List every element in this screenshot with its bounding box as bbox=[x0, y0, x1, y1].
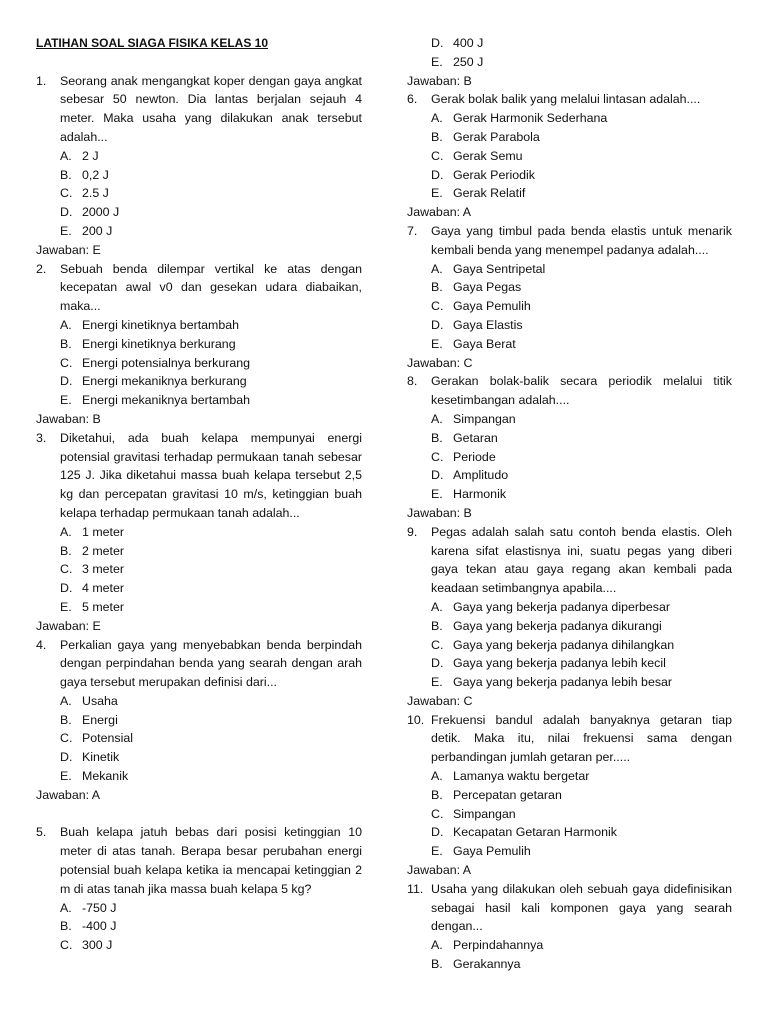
answer-option bbox=[407, 335, 732, 354]
answer-option bbox=[36, 354, 362, 373]
question-number: 5. bbox=[36, 825, 47, 840]
answer-option bbox=[407, 147, 732, 166]
option-text: Energi mekaniknya bertambah bbox=[82, 393, 251, 408]
option-letter: E. bbox=[60, 769, 72, 784]
option-text: 2000 J bbox=[82, 205, 120, 220]
option-letter: A. bbox=[431, 769, 443, 784]
answer-option bbox=[407, 786, 732, 805]
answer-option bbox=[36, 184, 362, 203]
option-letter: E. bbox=[431, 186, 443, 201]
option-letter: A. bbox=[60, 900, 72, 915]
question-10 bbox=[407, 711, 732, 767]
answer-option bbox=[36, 222, 362, 241]
question-text: Gaya yang timbul pada benda elastis untuk menarik kembali benda yang menempel padanya adalah.... bbox=[431, 223, 732, 257]
option-letter: E. bbox=[431, 54, 443, 69]
answer-option bbox=[407, 636, 732, 655]
option-text: Simpangan bbox=[453, 806, 516, 821]
option-letter: B. bbox=[60, 543, 72, 558]
answer-option bbox=[36, 560, 362, 579]
answer-option bbox=[407, 466, 732, 485]
option-text: 2 J bbox=[82, 148, 99, 163]
question-text: Frekuensi bandul adalah banyaknya getaran tiap detik. Maka itu, nilai frekuensi sama dengan perbandingan jumlah getaran per..... bbox=[431, 712, 732, 765]
question-number: 3. bbox=[36, 430, 47, 445]
option-letter: E. bbox=[60, 223, 72, 238]
option-letter: E. bbox=[431, 487, 443, 502]
page-title: LATIHAN SOAL SIAGA FISIKA KELAS 10 bbox=[36, 36, 269, 50]
option-letter: D. bbox=[60, 581, 73, 596]
option-text: Mekanik bbox=[82, 769, 129, 784]
option-text: Gerak Harmonik Sederhana bbox=[453, 111, 608, 126]
question-text: Diketahui, ada buah kelapa mempunyai energi potensial gravitasi terhadap permukaan tanah sebesar 125 J. Jika diketahui massa buah kelapa tersebut 2,5 kg dan percepatan gravitasi 10 m/s, ketinggian buah kelapa terhadap permukaan tanah adalah... bbox=[60, 430, 362, 520]
spacer bbox=[36, 805, 362, 824]
option-text: 2.5 J bbox=[82, 186, 109, 201]
option-text: Periode bbox=[453, 449, 496, 464]
option-text: Gerak Relatif bbox=[453, 186, 526, 201]
answer-option bbox=[407, 767, 732, 786]
question-number: 10. bbox=[407, 712, 425, 727]
option-text: 0,2 J bbox=[82, 167, 109, 182]
left-column bbox=[36, 34, 362, 955]
option-letter: C. bbox=[60, 562, 73, 577]
answer-option bbox=[407, 34, 732, 53]
answer-key: Jawaban: B bbox=[36, 411, 101, 426]
answer-option bbox=[36, 598, 362, 617]
question-number: 9. bbox=[407, 524, 418, 539]
option-text: Energi bbox=[82, 712, 118, 727]
question-number: 4. bbox=[36, 637, 47, 652]
answer-option bbox=[36, 316, 362, 335]
answer-key: Jawaban: B bbox=[407, 505, 472, 520]
answer-option bbox=[407, 617, 732, 636]
answer-option bbox=[36, 711, 362, 730]
option-letter: D. bbox=[431, 36, 444, 50]
option-text: Energi potensialnya berkurang bbox=[82, 355, 251, 370]
question-text: Perkalian gaya yang menyebabkan benda berpindah dengan perpindahan benda yang searah dengan arah gaya tersebut merupakan definisi dari... bbox=[60, 637, 362, 690]
option-letter: B. bbox=[431, 430, 443, 445]
answer-option bbox=[407, 184, 732, 203]
option-letter: A. bbox=[431, 111, 443, 126]
option-text: Kecapatan Getaran Harmonik bbox=[453, 825, 617, 840]
option-letter: D. bbox=[431, 317, 444, 332]
option-text: Perpindahannya bbox=[453, 938, 544, 953]
option-letter: D. bbox=[431, 656, 444, 671]
option-text: Potensial bbox=[82, 731, 133, 746]
option-text: Gaya Elastis bbox=[453, 317, 523, 332]
answer-option bbox=[36, 523, 362, 542]
answer-option bbox=[407, 485, 732, 504]
option-text: Energi kinetiknya berkurang bbox=[82, 336, 236, 351]
answer-option bbox=[36, 692, 362, 711]
option-text: Gerakannya bbox=[453, 957, 521, 972]
answer-option bbox=[407, 598, 732, 617]
option-text: Getaran bbox=[453, 430, 498, 445]
option-letter: A. bbox=[60, 148, 72, 163]
answer-option bbox=[36, 166, 362, 185]
answer-key: Jawaban: C bbox=[407, 693, 473, 708]
right-column bbox=[407, 34, 732, 974]
option-letter: D. bbox=[60, 750, 73, 765]
option-letter: B. bbox=[60, 336, 72, 351]
answer-option bbox=[407, 429, 732, 448]
option-letter: C. bbox=[60, 186, 73, 201]
option-text: Gaya yang bekerja padanya dikurangi bbox=[453, 618, 662, 633]
answer-option bbox=[407, 128, 732, 147]
answer-option bbox=[36, 372, 362, 391]
option-letter: B. bbox=[431, 280, 443, 295]
option-letter: E. bbox=[431, 675, 443, 690]
option-letter: B. bbox=[60, 919, 72, 934]
question-11 bbox=[407, 880, 732, 936]
option-text: Gerak Periodik bbox=[453, 167, 535, 182]
answer-option bbox=[36, 899, 362, 918]
option-letter: A. bbox=[60, 524, 72, 539]
option-text: 2 meter bbox=[82, 543, 125, 558]
option-text: Gaya Pemulih bbox=[453, 844, 531, 859]
answer-key: Jawaban: B bbox=[407, 73, 472, 88]
option-letter: A. bbox=[60, 317, 72, 332]
question-text: Usaha yang dilakukan oleh sebuah gaya didefinisikan sebagai hasil kali komponen gaya yang searah dengan... bbox=[431, 881, 732, 934]
answer-key: Jawaban: C bbox=[407, 355, 473, 370]
answer-option bbox=[407, 955, 732, 974]
question-2 bbox=[36, 260, 362, 316]
answer-option bbox=[36, 936, 362, 955]
option-text: Percepatan getaran bbox=[453, 787, 562, 802]
option-letter: C. bbox=[431, 806, 444, 821]
question-number: 2. bbox=[36, 261, 47, 276]
option-letter: C. bbox=[431, 299, 444, 314]
question-8 bbox=[407, 372, 732, 410]
option-text: Gaya yang bekerja padanya diperbesar bbox=[453, 599, 670, 614]
question-5 bbox=[36, 823, 362, 898]
question-text: Buah kelapa jatuh bebas dari posisi ketinggian 10 meter di atas tanah. Berapa besar perubahan energi potensial buah kelapa ketika ia mencapai ketinggian 2 m di atas tanah jika massa buah kelapa 5 kg? bbox=[60, 825, 362, 896]
option-letter: E. bbox=[60, 599, 72, 614]
option-letter: D. bbox=[431, 167, 444, 182]
answer-option bbox=[407, 936, 732, 955]
option-letter: C. bbox=[60, 731, 73, 746]
answer-option bbox=[407, 53, 732, 72]
answer-option bbox=[407, 109, 732, 128]
option-text: Gaya yang bekerja padanya lebih kecil bbox=[453, 656, 666, 671]
answer-option bbox=[36, 335, 362, 354]
answer-option bbox=[407, 278, 732, 297]
question-1 bbox=[36, 72, 362, 147]
option-text: Usaha bbox=[82, 693, 118, 708]
option-letter: E. bbox=[431, 844, 443, 859]
question-7 bbox=[407, 222, 732, 260]
question-text: Pegas adalah salah satu contoh benda elastis. Oleh karena sifat elastisnya ini, suatu pegas yang diberi gaya tekan atau gaya regang akan kembali pada keadaan setimbangnya apabila.... bbox=[431, 524, 732, 596]
option-text: Lamanya waktu bergetar bbox=[453, 769, 590, 784]
question-3 bbox=[36, 429, 362, 523]
option-text: Simpangan bbox=[453, 411, 516, 426]
option-letter: C. bbox=[431, 449, 444, 464]
answer-option bbox=[36, 579, 362, 598]
answer-option bbox=[36, 147, 362, 166]
option-letter: A. bbox=[431, 411, 443, 426]
question-number: 1. bbox=[36, 73, 47, 88]
option-letter: D. bbox=[431, 825, 444, 840]
answer-option bbox=[36, 391, 362, 410]
answer-option bbox=[407, 842, 732, 861]
option-text: Gerak Semu bbox=[453, 148, 523, 163]
answer-option bbox=[36, 729, 362, 748]
option-letter: D. bbox=[60, 205, 73, 220]
option-text: Gaya yang bekerja padanya lebih besar bbox=[453, 675, 673, 690]
option-text: 300 J bbox=[82, 938, 113, 953]
option-letter: C. bbox=[431, 148, 444, 163]
option-letter: A. bbox=[60, 693, 72, 708]
option-text: Amplitudo bbox=[453, 468, 509, 483]
answer-option bbox=[36, 767, 362, 786]
answer-option bbox=[407, 297, 732, 316]
question-number: 8. bbox=[407, 374, 418, 389]
option-letter: B. bbox=[431, 787, 443, 802]
answer-option bbox=[407, 805, 732, 824]
option-text: Gaya Berat bbox=[453, 336, 516, 351]
option-text: Gaya Pegas bbox=[453, 280, 522, 295]
answer-option bbox=[407, 673, 732, 692]
option-text: Energi kinetiknya bertambah bbox=[82, 317, 240, 332]
option-text: Gaya yang bekerja padanya dihilangkan bbox=[453, 637, 675, 652]
option-text: 4 meter bbox=[82, 581, 125, 596]
option-text: -750 J bbox=[82, 900, 117, 915]
answer-option bbox=[407, 316, 732, 335]
answer-key: Jawaban: E bbox=[36, 242, 101, 257]
question-text: Gerakan bolak-balik secara periodik melalui titik kesetimbangan adalah.... bbox=[431, 374, 732, 408]
option-letter: D. bbox=[60, 374, 73, 389]
option-text: 400 J bbox=[453, 36, 484, 50]
option-letter: B. bbox=[431, 957, 443, 972]
option-text: 200 J bbox=[82, 223, 113, 238]
question-number: 6. bbox=[407, 92, 418, 107]
option-letter: B. bbox=[431, 129, 443, 144]
answer-key: Jawaban: A bbox=[407, 205, 472, 220]
option-letter: A. bbox=[431, 599, 443, 614]
option-text: 5 meter bbox=[82, 599, 125, 614]
option-text: -400 J bbox=[82, 919, 117, 934]
question-text: Gerak bolak balik yang melalui lintasan adalah.... bbox=[431, 92, 701, 107]
answer-option bbox=[36, 542, 362, 561]
option-text: Gaya Pemulih bbox=[453, 299, 531, 314]
answer-option bbox=[36, 917, 362, 936]
question-number: 7. bbox=[407, 223, 418, 238]
answer-option bbox=[407, 448, 732, 467]
option-text: Gerak Parabola bbox=[453, 129, 540, 144]
question-number: 11. bbox=[407, 881, 424, 896]
option-letter: C. bbox=[60, 355, 73, 370]
option-letter: B. bbox=[60, 712, 72, 727]
question-4 bbox=[36, 636, 362, 692]
option-letter: A. bbox=[431, 938, 443, 953]
option-text: 250 J bbox=[453, 54, 484, 69]
option-text: Energi mekaniknya berkurang bbox=[82, 374, 247, 389]
option-letter: B. bbox=[60, 167, 72, 182]
answer-option bbox=[407, 166, 732, 185]
answer-option bbox=[36, 748, 362, 767]
question-text: Sebuah benda dilempar vertikal ke atas dengan kecepatan awal v0 dan gesekan udara diabaikan, maka... bbox=[60, 261, 362, 314]
option-letter: A. bbox=[431, 261, 443, 276]
option-text: Kinetik bbox=[82, 750, 120, 765]
question-9 bbox=[407, 523, 732, 598]
option-letter: C. bbox=[60, 938, 73, 953]
answer-option bbox=[407, 654, 732, 673]
option-letter: E. bbox=[431, 336, 443, 351]
option-text: 1 meter bbox=[82, 524, 125, 539]
option-text: 3 meter bbox=[82, 562, 125, 577]
answer-option bbox=[407, 823, 732, 842]
option-letter: D. bbox=[431, 468, 444, 483]
option-letter: C. bbox=[431, 637, 444, 652]
option-letter: B. bbox=[431, 618, 443, 633]
answer-key: Jawaban: A bbox=[407, 863, 472, 878]
option-text: Gaya Sentripetal bbox=[453, 261, 546, 276]
answer-option bbox=[36, 203, 362, 222]
option-text: Harmonik bbox=[453, 487, 507, 502]
answer-key: Jawaban: E bbox=[36, 618, 101, 633]
option-letter: E. bbox=[60, 393, 72, 408]
answer-option bbox=[407, 410, 732, 429]
question-text: Seorang anak mengangkat koper dengan gaya angkat sebesar 50 newton. Dia lantas berjalan sejauh 4 meter. Maka usaha yang dilakukan anak tersebut adalah... bbox=[60, 73, 362, 144]
question-6 bbox=[407, 90, 732, 109]
answer-option bbox=[407, 260, 732, 279]
answer-key: Jawaban: A bbox=[36, 787, 101, 802]
